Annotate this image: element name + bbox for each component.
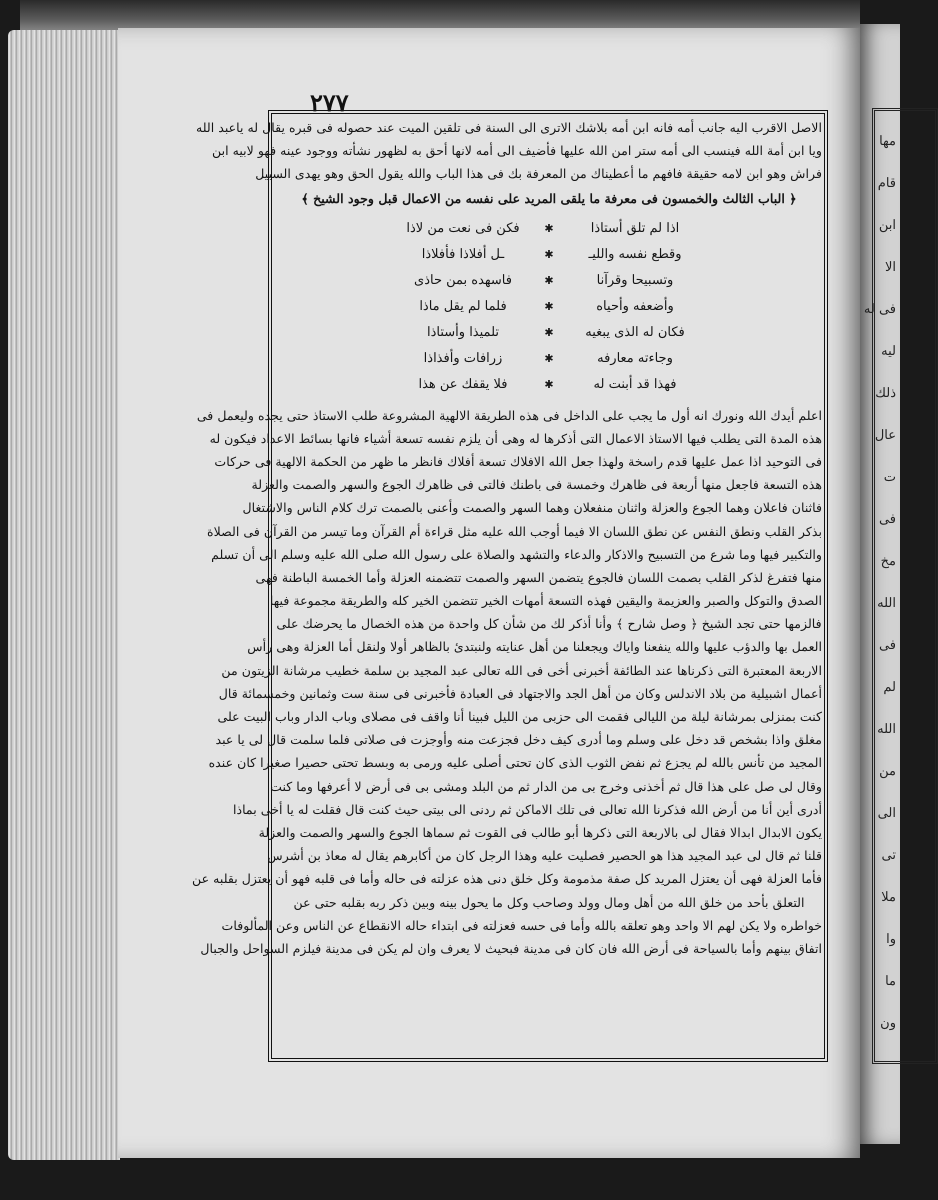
verse-first-half: وقطع نفسه والليـ [588,246,682,262]
text-line: التعلق بأحد من خلق الله من أهل ومال وولد وصاحب وكل ما يحول بينه وبين ذكر ربه بقلبه حتى عن [293,894,805,910]
star-separator-icon: ✱ [544,299,554,313]
page-edges [8,30,120,1160]
facing-page [860,24,900,1144]
text-line: أعمال اشبيلية من بلاد الاندلس وكان من أهل الجد والاجتهاد فى العبادة فأخبرنى فى سنة ست وثمانين وخمسمائة قال [218,685,822,701]
facing-page-word: مها [879,134,896,149]
facing-page-word: مخ [880,554,896,569]
facing-page-word: الله [877,722,896,737]
text-line: الصدق والتوكل والصبر والعزيمة واليقين فهذه التسعة أمهات الخير تتضمن الخير كله والطريقة مجموعة فيها [269,593,822,609]
text-line: الاربعة المعتبرة التى ذكرناها عند الطائفة أخبرنى أخى فى الله تعالى عبد المجيد بن سلمة خطيب مرشانة الزيتون من [221,662,822,678]
facing-page-word: لم [883,680,896,695]
page-text [192,116,822,1056]
verse-line [276,294,822,320]
star-separator-icon: ✱ [544,351,554,365]
verse-second-half: زرافات وأفذاذا [423,350,503,366]
text-line: ويا ابن أمة الله فينسب الى أمه ستر امن الله عليها فأضيف الى أمه لانها أحق به لظهور نشأته ووجود عينه فهو لابيه ابن [212,143,822,159]
facing-page-word: ما [885,974,896,989]
text-line: هذه المدة التى يطلب فيها الاستاذ الاعمال التى أذكرها له وهى أن يلزم نفسه تسعة أشياء فانها بسائط الاعداد فيكون له [209,430,822,446]
text-line: اتفاق بينهم وأما بالسياحة فى أرض الله فان كان فى مدينة فبحيث لا يعرف وان لم يكن فى مدينة فيلزم السواحل والجبال [200,940,822,956]
verse-second-half: فاسهده بمن حاذى [414,272,512,288]
verse-first-half: فهذا قد أبنت له [593,376,677,392]
star-separator-icon: ✱ [544,377,554,391]
text-line: مغلق واذا بشخص قد دخل على وسلم وما أدرى كيف دخل فجزعت منه وأوجزت فى صلاتى فلما سلمت قال لى يا عبد [215,732,822,748]
facing-page-word: ليه [881,344,896,359]
text-line: اعلم أيدك الله ونورك انه أول ما يجب على الداخل فى هذه الطريقة الالهية المشروعة طلب الاستاذ حتى يجده وليعمل فى [196,407,822,423]
facing-page-word: تى [881,848,896,863]
facing-page-word: فى [878,638,896,653]
text-line: فالزمها حتى تجد الشيخ ﴿ وصل شارح ﴾ وأنا أذكر لك من شأن كل واحدة من هذه الخصال ما يحرضك على [276,616,822,632]
text-line: والتكبير فيها وما شرع من التسبيح والاذكار والدعاء والتشهد والصلاة على رسول الله صلى الله عليه وسلم الى أن تسلم [211,546,822,562]
text-line: بذكر القلب ونطق النفس عن نطق اللسان الا فيما أوجب الله عليه مثل قراءة أم القرآن وما تيسر من القرآن فى الصلاة [206,523,822,539]
text-line: فى التوحيد اذا عمل عليها قدم راسخة ولهذا جعل الله الافلاك تسعة أفلاك فانظر ما ظهر من الحكمة الالهية فى حركات [214,453,822,469]
text-line: كنت بمنزلى بمرشانة ليلة من الليالى فقمت الى حزبى من الليل فبينا أنا واقف فى مصلاى وباب الدار وباب البيت على [217,709,822,724]
star-separator-icon: ✱ [544,273,554,287]
intro-paragraph [195,116,822,186]
text-line: هذه التسعة فاجعل منها أربعة فى ظاهرك وخمسة فى باطنك فالتى فى ظاهرك الجوع والسهر والصمت والعزلة [251,477,822,493]
verse-second-half: فكن فى نعت من لاذا [406,220,520,236]
text-line: وقال لى صل على هذا قال ثم أخذنى وخرج بى من الدار ثم من البلد ومشى بى فى أرض لا أعرفها وما كنت [270,778,822,794]
poem [276,212,822,404]
verse-first-half: وجاءته معارفه [597,350,673,366]
text-line: خواطره ولا يكن لهم الا واحد وهو تعلقه بالله وأما فى حسه فعزلته فى ابتداء حاله الانقطاع عن الناس وعن المألوفات [221,917,822,933]
text-line: الاصل الاقرب اليه جانب أمه فانه ابن أمه بلاشك الاترى الى السنة فى تلقين الميت عند حصوله فى قبره يقال له ياعبد الله [195,120,822,135]
text-line: أدرى أين أنا من أرض الله فذكرنا الله تعالى فى تلك الاماكن ثم ردنى الى بيتى حيث كنت قال فقلت له يا أخى بماذا [232,801,822,817]
verse-first-half: اذا لم تلق أستاذا [590,220,680,236]
body-paragraph [192,404,822,961]
chapter-heading: ﴿ الباب الثالث والخمسون فى معرفة ما يلقى المريد على نفسه من الاعمال قبل وجود الشيخ ﴾ [301,190,797,206]
facing-page-word: فى له [863,302,896,317]
facing-page-frame [872,108,938,1064]
verse-line [276,372,822,398]
facing-page-word: قام [877,176,896,191]
star-separator-icon: ✱ [544,325,554,339]
facing-page-word: ابن [878,218,896,233]
verse-line [276,346,822,372]
text-line: فراش وهو ابن لامه حقيقة فافهم ما أعطيناك من المعرفة بك فى هذا الباب والله يقول الحق وهو يهدى السبيل [255,166,822,182]
text-line: منها فتفرغ لذكر القلب بصمت اللسان فالجوع يتضمن السهر والصمت تتضمنه العزلة وأما الخمسة الباطنة فهى [255,569,822,585]
verse-line [276,216,822,242]
facing-page-word: ملا [881,890,896,905]
star-separator-icon: ✱ [544,247,554,261]
verse-line [276,320,822,346]
text-line: فأما العزلة فهى أن يعتزل المريد كل صفة مذمومة وكل خلق دنى هذه عزلته فى حاله وأما فى قلبه فهو أن يعتزل بقلبه عن [192,871,822,887]
facing-page-word: وا [886,932,896,947]
star-separator-icon: ✱ [544,221,554,235]
facing-page-word: فى [878,512,896,527]
verse-first-half: فكان له الذى يبغيه [585,324,685,340]
text-line: المجيد من تأنس بالله لم يجزع ثم نفض الثوب الذى كان تحتى أصلى عليه ورمى به وبسط تحتى حصيرا صغيرا كان عنده [208,755,822,771]
verse-second-half: فلا يقفك عن هذا [418,376,508,392]
text-line: العمل بها والدؤب عليها والله ينفعنا واياك ويجعلنا من أهل عنايته ولنبتدئ بالظاهر أولا ولنقل أما العزلة وهى رأس [247,639,822,655]
page-number: ٢٧٧ [310,88,349,117]
verse-first-half: وأضعفه وأحياه [596,298,674,314]
verse-second-half: فلما لم يقل ماذا [419,298,507,314]
facing-page-word: من [879,764,896,779]
verse-second-half: ـل أفلاذا فأفلاذا [421,246,505,262]
facing-page-word: ون [880,1016,896,1031]
facing-page-word: الى [877,806,896,821]
facing-page-word: ذلك [875,386,896,401]
verse-first-half: وتسبيحا وقرآنا [596,272,674,288]
text-line: قلنا ثم قال لى عبد المجيد هذا هو الحصير فصليت عليه وهذا الرجل كان من أكابرهم يقال له معاذ بن أشرس [267,848,822,864]
facing-page-word: الله [877,596,896,611]
text-line: يكون الابدال ابدالا فقال لى بالاربعة التى ذكرها أبو طالب فى القوت ثم سماها الجوع والسهر والصمت والعزلة [258,824,822,840]
facing-page-word: ت [883,470,896,485]
verse-second-half: تلميذا وأستاذا [427,324,499,340]
verse-line [276,242,822,268]
facing-page-word: عال [874,428,896,443]
verse-line [276,268,822,294]
facing-page-word: الا [884,260,896,275]
text-line: فاثنان فاعلان وهما الجوع والعزلة واثنان منفعلان وهما السهر والصمت وأعنى بالصمت ترك كلام الناس والاشتغال [242,500,822,516]
